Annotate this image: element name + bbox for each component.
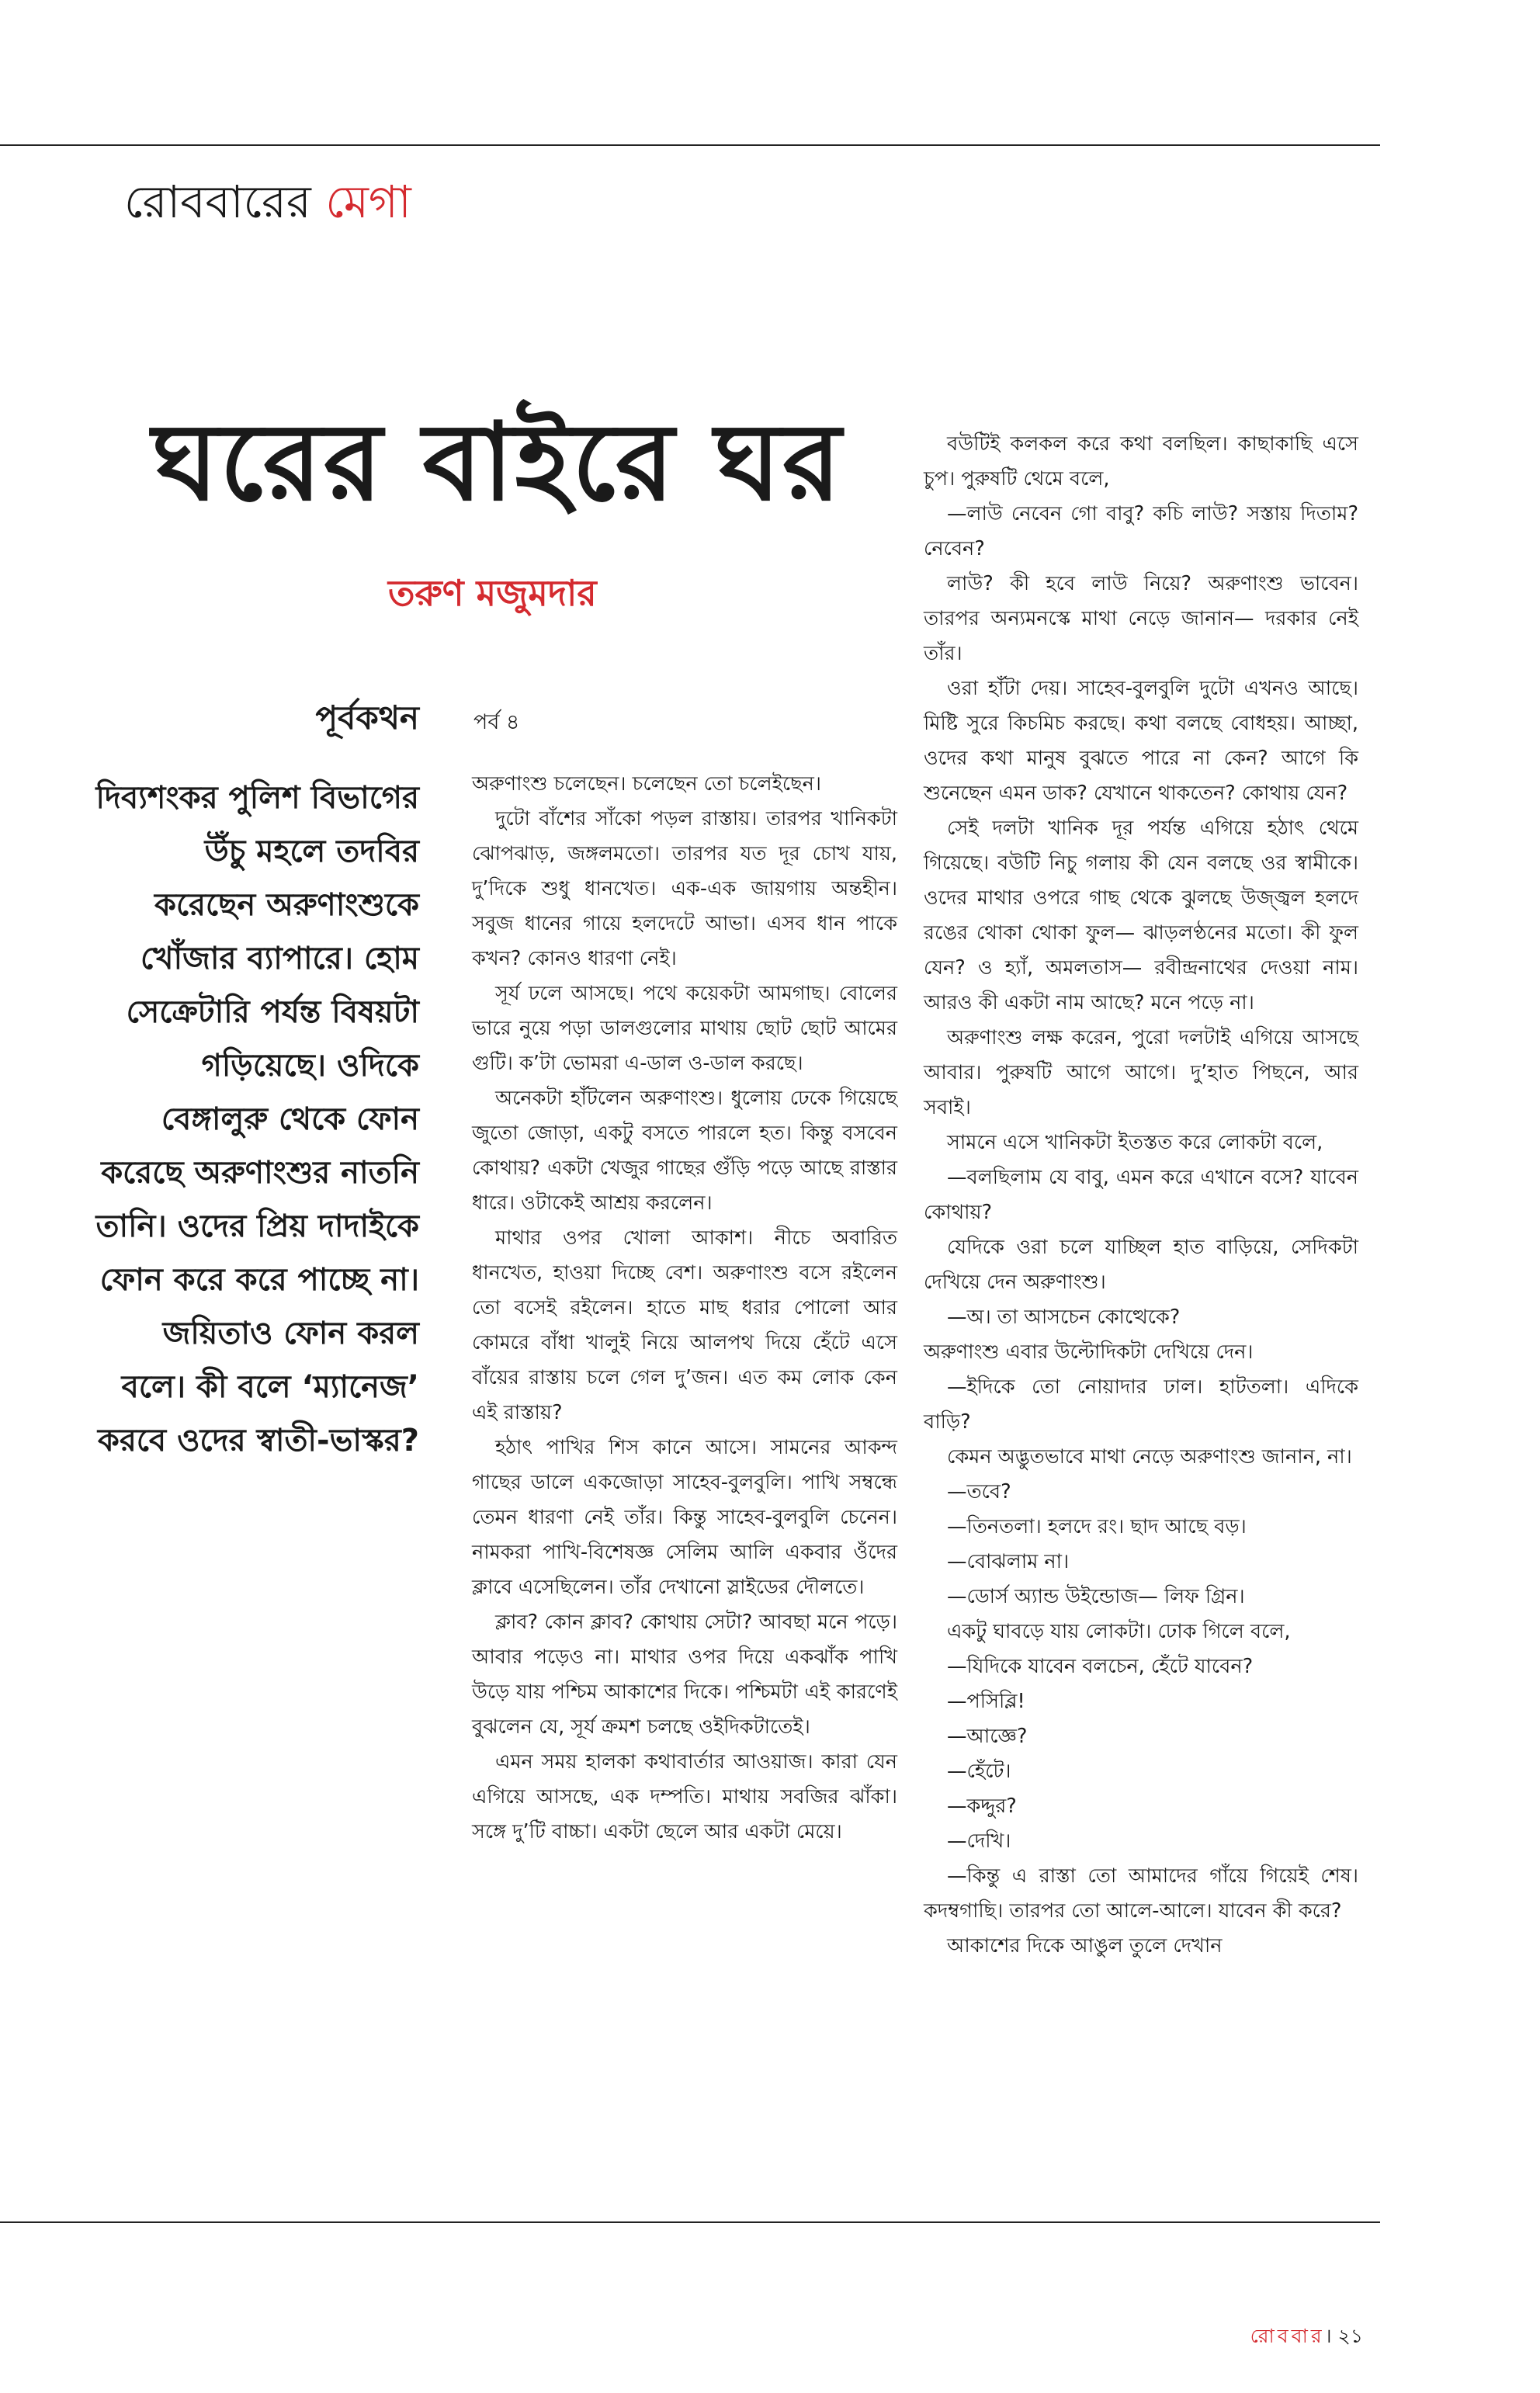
paragraph: —তিনতলা। হলদে রং। ছাদ আছে বড়। xyxy=(947,1515,1247,1538)
paragraph: —যিদিকে যাবেন বলচেন, হেঁটে যাবেন? xyxy=(947,1655,1254,1678)
precap-heading: পূর্বকথন xyxy=(315,699,419,737)
bottom-rule xyxy=(0,2221,1380,2223)
paragraph: —হেঁটে। xyxy=(947,1760,1011,1783)
footer-brand: রোববার xyxy=(1250,2325,1325,2347)
section-label-main: রোববারের xyxy=(124,175,311,228)
paragraph: —দেখি। xyxy=(947,1829,1011,1853)
article-title: ঘরের বাইরে ঘর xyxy=(152,400,843,525)
section-label xyxy=(124,168,411,243)
footer-separator: । xyxy=(1324,2325,1332,2347)
paragraph: অরুণাংশু এবার উল্টোদিকটা দেখিয়ে দেন। xyxy=(924,1340,1254,1364)
paragraph: অরুণাংশু লক্ষ করেন, পুরো দলটাই এগিয়ে আসছে আবার। পুরুষটি আগে আগে। দু’হাত পিছনে, আর সবাই। xyxy=(924,1026,1358,1119)
top-rule xyxy=(0,144,1380,146)
paragraph: এমন সময় হালকা কথাবার্তার আওয়াজ। কারা যেন এগিয়ে আসছে, এক দম্পতি। মাথায় সবজির ঝাঁকা। সঙ্গে দু’টি বাচ্চা। একটা ছেলে আর একটা মেয়ে। xyxy=(472,1750,897,1843)
paragraph: লাউ? কী হবে লাউ নিয়ে? অরুণাংশু ভাবেন। তারপর অন্যমনস্কে মাথা নেড়ে জানান— দরকার নেই তাঁর। xyxy=(924,572,1358,665)
paragraph: মাথার ওপর খোলা আকাশ। নীচে অবারিত ধানখেত, হাওয়া দিচ্ছে বেশ। অরুণাংশু বসে রইলেন তো বসেই রইলেন। হাতে মাছ ধরার পোলো আর কোমরে বাঁধা খালুই নিয়ে আলপথ দিয়ে হেঁটে এসে বাঁয়ের রাস্তায় চলে গেল দু’জন। এত কম লোক কেন এই রাস্তায়? xyxy=(472,1226,897,1424)
paragraph: আকাশের দিকে আঙুল তুলে দেখান xyxy=(947,1934,1223,1958)
paragraph: —ইদিকে তো নোয়াদার ঢাল। হাটতলা। এদিকে বাড়ি? xyxy=(924,1375,1358,1434)
column-right xyxy=(924,427,1358,1964)
paragraph: অনেকটা হাঁটলেন অরুণাংশু। ধুলোয় ঢেকে গিয়েছে জুতো জোড়া, একটু বসতে পারলে হত। কিন্তু বসবেন কোথায়? একটা খেজুর গাছের গুঁড়ি পড়ে আছে রাস্তার ধারে। ওটাকেই আশ্রয় করলেন। xyxy=(472,1087,897,1215)
paragraph: সূর্য ঢলে আসছে। পথে কয়েকটা আমগাছ। বোলের ভারে নুয়ে পড়া ডালগুলোর মাথায় ছোট ছোট আমের গুটি। ক’টা ভোমরা এ-ডাল ও-ডাল করছে। xyxy=(472,982,897,1075)
paragraph: —কিন্তু এ রাস্তা তো আমাদের গাঁয়ে গিয়েই শেষ। কদম্বগাছি। তারপর তো আলে-আলে। যাবেন কী করে? xyxy=(924,1864,1358,1923)
paragraph: —ডোর্স অ্যান্ড উইন্ডোজ— লিফ গ্রিন। xyxy=(947,1585,1245,1608)
paragraph: —কদ্দুর? xyxy=(947,1795,1017,1818)
section-label-accent: মেগা xyxy=(325,175,411,228)
paragraph: —আজ্ঞে? xyxy=(947,1725,1028,1748)
paragraph: কেমন অদ্ভুতভাবে মাথা নেড়ে অরুণাংশু জানান, না। xyxy=(947,1445,1352,1469)
paragraph: দুটো বাঁশের সাঁকো পড়ল রাস্তায়। তারপর খানিকটা ঝোপঝাড়, জঙ্গলমতো। তারপর যত দূর চোখ যায়, দু’দিকে শুধু ধানখেত। এক-এক জায়গায় অন্তহীন। সবুজ ধানের গায়ে হলদেটে আভা। এসব ধান পাকে কখন? কোনও ধারণা নেই। xyxy=(472,807,897,970)
paragraph: সেই দলটা খানিক দূর পর্যন্ত এগিয়ে হঠাৎ থেমে গিয়েছে। বউটি নিচু গলায় কী যেন বলছে ওর স্বামীকে। ওদের মাথার ওপরে গাছ থেকে ঝুলছে উজ্জ্বল হলদে রঙের থোকা থোকা ফুল— ঝাড়লণ্ঠনের মতো। কী ফুল যেন? ও হ্যাঁ, অমলতাস— রবীন্দ্রনাথের দেওয়া নাম। আরও কী একটা নাম আছে? মনে পড়ে না। xyxy=(924,817,1358,1014)
page-number: ২১ xyxy=(1337,2325,1363,2347)
paragraph: —তবে? xyxy=(947,1480,1011,1503)
precap-body: দিব্যশংকর পুলিশ বিভাগের উঁচু মহলে তদবির করেছেন অরুণাংশুকে খোঁজার ব্যাপারে। হোম সেক্রেটারি পর্যন্ত বিষয়টা গড়িয়েছে। ওদিকে বেঙ্গালুরু থেকে ফোন করেছে অরুণাংশুর নাতনি তানি। ওদের প্রিয় দাদাইকে ফোন করে করে পাচ্ছে না। জয়িতাও ফোন করল বলে। কী বলে ‘ম্যানেজ’ করবে ওদের স্বাতী-ভাস্কর? xyxy=(95,780,419,1458)
paragraph: ক্লাব? কোন ক্লাব? কোথায় সেটা? আবছা মনে পড়ে। আবার পড়েও না। মাথার ওপর দিয়ে একঝাঁক পাখি উড়ে যায় পশ্চিম আকাশের দিকে। পশ্চিমটা এই কারণেই বুঝলেন যে, সূর্য ক্রমশ চলছে ওইদিকটাতেই। xyxy=(472,1611,897,1739)
page-footer xyxy=(1250,2321,1363,2354)
paragraph: বউটিই কলকল করে কথা বলছিল। কাছাকাছি এসে চুপ। পুরুষটি থেমে বলে, xyxy=(924,432,1358,491)
paragraph: একটু ঘাবড়ে যায় লোকটা। ঢোক গিলে বলে, xyxy=(947,1620,1291,1643)
paragraph: —লাউ নেবেন গো বাবু? কচি লাউ? সস্তায় দিতাম? নেবেন? xyxy=(924,502,1358,560)
paragraph: ওরা হাঁটা দেয়। সাহেব-বুলবুলি দুটো এখনও আছে। মিষ্টি সুরে কিচমিচ করছে। কথা বলছে বোধহয়। আচ্ছা, ওদের কথা মানুষ বুঝতে পারে না কেন? আগে কি শুনেছেন এমন ডাক? যেখানে থাকতেন? কোথায় যেন? xyxy=(924,677,1358,805)
episode-label: পর্ব ৪ xyxy=(473,710,520,734)
paragraph: যেদিকে ওরা চলে যাচ্ছিল হাত বাড়িয়ে, সেদিকটা দেখিয়ে দেন অরুণাংশু। xyxy=(924,1236,1358,1294)
paragraph: —বোঝলাম না। xyxy=(947,1550,1070,1573)
paragraph: —বলছিলাম যে বাবু, এমন করে এখানে বসে? যাবেন কোথায়? xyxy=(924,1166,1358,1224)
paragraph: হঠাৎ পাখির শিস কানে আসে। সামনের আকন্দ গাছের ডালে একজোড়া সাহেব-বুলবুলি। পাখি সম্বন্ধে তেমন ধারণা নেই তাঁর। কিন্তু সাহেব-বুলবুলি চেনেন। নামকরা পাখি-বিশেষজ্ঞ সেলিম আলি একবার ওঁদের ক্লাবে এসেছিলেন। তাঁর দেখানো স্লাইডের দৌলতে। xyxy=(472,1436,897,1599)
paragraph: —অ। তা আসচেন কোত্থেকে? xyxy=(947,1306,1181,1329)
paragraph: সামনে এসে খানিকটা ইতস্তত করে লোকটা বলে, xyxy=(947,1131,1323,1154)
paragraph: —পসিব্লি! xyxy=(947,1690,1025,1713)
column-middle xyxy=(472,767,897,1850)
article-author: তরুণ মজুমদার xyxy=(388,572,597,614)
paragraph: অরুণাংশু চলেছেন। চলেছেন তো চলেইছেন। xyxy=(472,772,821,796)
